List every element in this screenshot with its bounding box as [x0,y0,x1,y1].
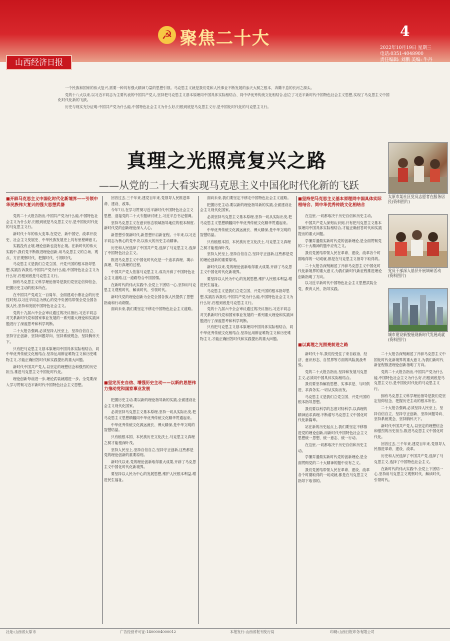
issue-editor: 责任编辑: 刘鹏 美编: 牛丹 [380,58,433,63]
paragraph: 必须坚持马克思主义基本原理,坚持一切从实际出发,把马克思主义思想精髓同中华优秀传统文化精华贯通起来。 [104,410,196,420]
paragraph: 只有植根本国、本民族历史文化沃土,马克思主义真理之树才能根深叶茂。 [104,435,195,445]
paragraph: 只有把马克思主义基本原理同中国具体实际相结合、同中华优秀传统文化相结合,坚持运用辩证唯物主义和历史唯物主义,才能正确回答时代和实践提出的重大问题。 [6,346,100,362]
paragraph: 马克思主义是我们立党立国、兴党兴国的根本指导思想。 [298,394,370,405]
paragraph: 党的二十大报告指出,中国共产党为什么能,中国特色社会主义为什么好,归根到底是马克思主义行,是中国化时代化的马克思主义行。 [374,369,445,391]
photo-city-skyline [388,288,448,332]
paragraph: 把握历史主动,要以新的理论指导新的实践,全面建设社会主义现代化国家。 [104,398,196,408]
section-header-banner [0,0,450,62]
section-heading: ■以真理之光照亮前进之路 [298,342,349,347]
paragraph: 新时代十年的伟大变革,在党史、新中国史、改革开放史、社会主义发展史、中华民族发展史上具有里程碑意义。 [6,231,100,242]
photo-community-volunteers [388,142,448,194]
paragraph: 学懂弄通做实新时代党的创新理论,是全面贯彻党的二十大精神的题中应有之义。 [298,238,382,249]
paragraph: 只有植根本国、本民族历史文化沃土,马克思主义真理之树才能根深叶茂。 [200,239,291,250]
paragraph: 站在新的历史起点上,我们要坚定不移推进党的理论创新,用新时代中国特色社会主义思想统一思想、统一意志、统一行动。 [298,425,368,441]
photo-caption: 太原市某社区党员志愿者在服务居民(资料图片) [388,194,445,205]
paragraph: 要坚持以人民为中心的发展思想,维护人民根本利益,增进民生福祉。 [200,277,292,287]
photo-buildings [389,289,447,331]
paragraph: 新时代以来,党的理论创新取得重大成果,开辟了马克思主义中国化时代化新境界。 [200,264,292,275]
column-divider [102,196,103,624]
paragraph: 党的二十大报告指出,中国共产党为什么能,中国特色社会主义为什么好,归根到底是马克思主义行,是中国化时代化的马克思主义行。 [6,214,99,230]
article-headline: 真理之光照亮复兴之路 [126,150,327,172]
paragraph: 新思想引领新时代,新思想开启新征程。十年来,以习近平同志为核心的党中央,以伟大的历史主动精神。 [104,233,196,243]
paragraph: 推进马克思主义中国化时代化是一个追求真理、揭示真理、笃行真理的过程。 [104,257,194,268]
paragraph: 学懂弄通做实新时代党的创新理论,是全面贯彻党的二十大精神的题中应有之义。 [298,455,368,465]
party-emblem-icon: ☭ [158,26,176,44]
paragraph: 以习近平新时代中国特色社会主义思想武装全党、教育人民、指导实践。 [298,281,377,292]
paragraph: 新时代中国共产党人,以坚定的理想信念和强烈的历史担当,推进马克思主义中国化时代化。 [374,423,444,440]
paragraph: 党的十九届六中全会审议通过的决议指出,习近平同志对关系新时代党和国家事业发展的一系列重大理论和实践问题进行了深邃思考和科学判断。 [200,307,294,323]
photo-figures [389,143,447,193]
section-heading: ■开辟马克思主义中国化时代化新境界——引领中华民族伟大复兴的强大思想武器 [6,196,98,207]
text-column-2b [104,398,196,624]
paragraph: 拥有马克思主义科学理论指导是我们党坚定信仰信念、把握历史主动的根本所在。 [374,393,446,404]
paragraph: 历史和人民选择了中国共产党,选择了马克思主义,选择了中国特色社会主义。 [104,245,196,256]
column-divider [198,196,199,624]
paragraph: 马克思主义是我们立党立国、兴党兴国的根本指导思想,实践告诉我们,中国共产党为什么能,中国特色社会主义为什么好,归根到底是马克思主义行。 [200,289,294,305]
footer-license: 广告经营许可证:1400004000012 [120,630,177,634]
paragraph: 必须坚持马克思主义基本原理,坚持一切从实际出发,把马克思主义思想精髓同中华优秀传统文化精华贯通起来。 [200,215,292,225]
paragraph: 党的十九届六中全会审议通过的决议指出,习近平同志对关系新时代党和国家事业发展的一系列重大理论和实践问题进行了深邃思考和科学判断。 [6,310,100,326]
column-divider [296,196,297,624]
paragraph: 新时代党的理论创新为全党全国各族人民提供了思想指南和行动纲领。 [104,295,194,305]
paragraph: 把握历史主动,要以新的理论指导新的实践,全面建设社会主义现代化国家。 [200,202,292,213]
paragraph: 我们党团结带领人民在革命、建设、改革各个时期取得的一切成就,都是在马克思主义指导下取得的。 [298,251,382,261]
text-column-4 [298,214,384,338]
paragraph: 坚持马克思主义在意识形态领域指导地位的根本制度,新时代党的创新理论深入人心。 [104,220,195,231]
paragraph: 只有把马克思主义基本原理同中国具体实际相结合、同中华优秀传统文化相结合,坚持运用辩证唯物主义和历史唯物主义,才能正确回答时代和实践提出的重大问题。 [200,325,294,341]
paragraph: 党的二十大报告指出,坚持和发展马克思主义,必须同中国具体实际相结合。 [298,369,368,380]
newspaper-logo: 山西经济日报 [6,55,72,70]
lead-paragraph: 历史与现实充分证明:中国共产党为什么能,中国特色社会主义为什么好,归根到底是马克思主义行,是中国化时代化的马克思主义行。 [65,104,271,109]
photo-caption: 党员干部深入基层开展调研活动(资料图片) [388,268,442,279]
photo-figures [389,215,447,267]
photo-grassroots-research [388,214,448,268]
paragraph: 在这里,一切都取决于历史自信和历史主动。 [298,443,368,453]
lead-paragraph: 一个民族和国家的伟大复兴,需要一种具有强大精神力量的思想引领。马克思主义就是我们党和人民事业不断发展的参天大树之根本、奔腾不息的长河之源头。 [65,86,315,90]
issue-meta [380,46,448,64]
paragraph: 在这里,一切都取决于历史自信和历史主动。 [305,214,375,218]
paragraph: 二十大报告深刻阐述了开辟马克思主义中国化时代化新境界的重大意义,为我们新时代新征程推进理论创新指明了方向。 [374,352,446,368]
section-heading: ■坚定历史自信、增强历史主动——以新的思想伟力推动党和国家事业发展 [104,380,196,391]
paragraph: 在新时代的伟大实践中,全党上下团结一心,坚持用马克思主义观察时代、解读时代、引领时代。 [374,466,444,482]
paragraph: 二十大报告强调,必须坚持人民至上、坚持自信自立、坚持守正创新、坚持问题导向、坚持系统观念、坚持胸怀天下。 [374,405,446,422]
paragraph: 在中国共产党成立一百周年、全面建成小康社会的历史性时刻,以习近平同志为核心的党中央团结带领全党全国各族人民,坚持和发展中国特色社会主义。 [6,292,100,308]
text-column-2 [104,196,196,376]
paragraph: 要坚持以人民为中心的发展思想,维护人民根本利益,增进民生福祉。 [104,472,196,482]
paragraph: 中国共产党人深刻认识到,只有把马克思主义基本原理同中国具体实际相结合,才能正确回答时代和实践提出的重大问题。 [298,220,382,236]
section-title: 聚焦二十大 [180,29,270,49]
paragraph: 我们党团结带领人民在革命、建设、改革各个时期取得的一切成就,都是在马克思主义指导下取得的。 [298,467,370,483]
paragraph: 面向未来,我们要坚定不移走中国特色社会主义道路。 [207,196,291,200]
article-subheadline: ——从党的二十大看实现马克思主义中国化时代化新的飞跃 [99,181,359,192]
footer-address: 社址:山西省太原市 [6,630,36,634]
section-heading: ■坚持把马克思主义基本原理同中国具体实际相结合、同中华优秀传统文化相结合 [298,196,382,207]
paragraph: 回首过去,三千年来,建党百年来,党领导人民推进革命、建设、改革。 [374,441,446,452]
paragraph: 实践没有止境,理论创新也没有止境。在新时代的伟大实践中,我们党不断推进理论创新,用马克思主义的立场、观点、方法观察时代、把握时代、引领时代。 [6,244,99,260]
footer-distribution: 本报发行:山西省报刊发行局 [230,630,275,634]
paragraph: 坚持人民至上,坚持自信自立,坚持守正创新,这些都是党的理论创新的重要原则。 [104,447,194,458]
paragraph: 中国共产党人依靠马克思主义,成功开辟了中国特色社会主义道路,这一道路符合中国国情。 [104,270,195,280]
photo-caption: 城市建设新貌展现新时代发展成就(资料图片) [388,332,445,343]
paragraph: 新时代十年,我们经受住了来自政治、经济、意识形态、自然界等方面的风险挑战考验。 [298,352,368,368]
page-number: 4 [400,24,410,40]
issue-phone: 电话:0351-4048900 [380,52,424,57]
paragraph: 中华优秀传统文化源远流长、博大精深,是中华文明的智慧结晶。 [104,422,195,433]
paragraph: 坚持人民至上,坚持自信自立,坚持守正创新,这些都是党的理论创新的重要原则。 [200,252,294,262]
lead-paragraph: 党的十八大以来,以习近平同志为主要代表的中国共产党人,坚持把马克思主义基本原理同中国具体实际相结合、同中华优秀传统文化相结合,创立了习近平新时代中国特色社会主义思想,实现了马克思主义中国化时代化新的飞跃。 [58,92,390,103]
text-column-1 [6,214,100,624]
paragraph: 今年7月,在学习贯彻习近平新时代中国特色社会主义思想、迎接党的二十大专题研讨班上,习近平总书记强调。 [104,208,195,218]
paragraph: 历史和人民选择了中国共产党,选择了马克思主义,选择了中国特色社会主义。 [374,454,444,464]
paragraph: 面向未来,我们要坚定不移走中国特色社会主义道路。 [111,307,195,312]
paragraph: 新时代中国共产党人,以坚定的理想信念和强烈的历史担当,推进马克思主义中国化时代化。 [6,364,97,375]
paragraph: 我们要以科学的态度对待科学,以真理的精神追求真理,不断谱写马克思主义中国化时代化新篇章。 [298,407,368,423]
paragraph: 二十大报告深刻阐述了开辟马克思主义中国化时代化新境界的重大意义,为我们新时代新征程推进理论创新指明了方向。 [298,263,382,279]
paragraph: 理论创新每前进一步,理论武装就跟进一步。全党要深入学习贯彻习近平新时代中国特色社会主义思想。 [6,376,97,387]
paragraph: 二十大报告强调,必须坚持人民至上、坚持自信自立、坚持守正创新、坚持问题导向、坚持系统观念、坚持胸怀天下。 [6,328,100,344]
divider [6,192,386,193]
paragraph: 我们要坚持解放思想、实事求是、与时俱进、求真务实,一切从实际出发。 [298,382,370,392]
text-column-5 [298,352,446,626]
paragraph: 马克思主义是我们立党立国、兴党兴国的根本指导思想,实践告诉我们,中国共产党为什么能,中国特色社会主义为什么好,归根到底是马克思主义行。 [6,262,100,278]
text-column-3 [200,196,294,624]
issue-date: 2022年10月19日 星期三 [380,46,432,51]
paragraph: 中华优秀传统文化源远流长、博大精深,是中华文明的智慧结晶。 [200,227,291,238]
lead-paragraphs [58,86,390,146]
paragraph: 在新时代的伟大实践中,全党上下团结一心,坚持用马克思主义观察时代、解读时代、引领时代。 [104,282,196,293]
page-footer [0,628,450,641]
paragraph: 新时代以来,党的理论创新取得重大成果,开辟了马克思主义中国化时代化新境界。 [104,459,196,470]
footer-printer: 印刷:山西日报印务有限公司 [330,630,375,634]
paragraph: 拥有马克思主义科学理论指导是我们党坚定信仰信念、把握历史主动的根本所在。 [6,280,100,290]
paragraph: 回首过去,三千年来,建党百年来,党领导人民推进革命、建设、改革。 [104,196,190,206]
